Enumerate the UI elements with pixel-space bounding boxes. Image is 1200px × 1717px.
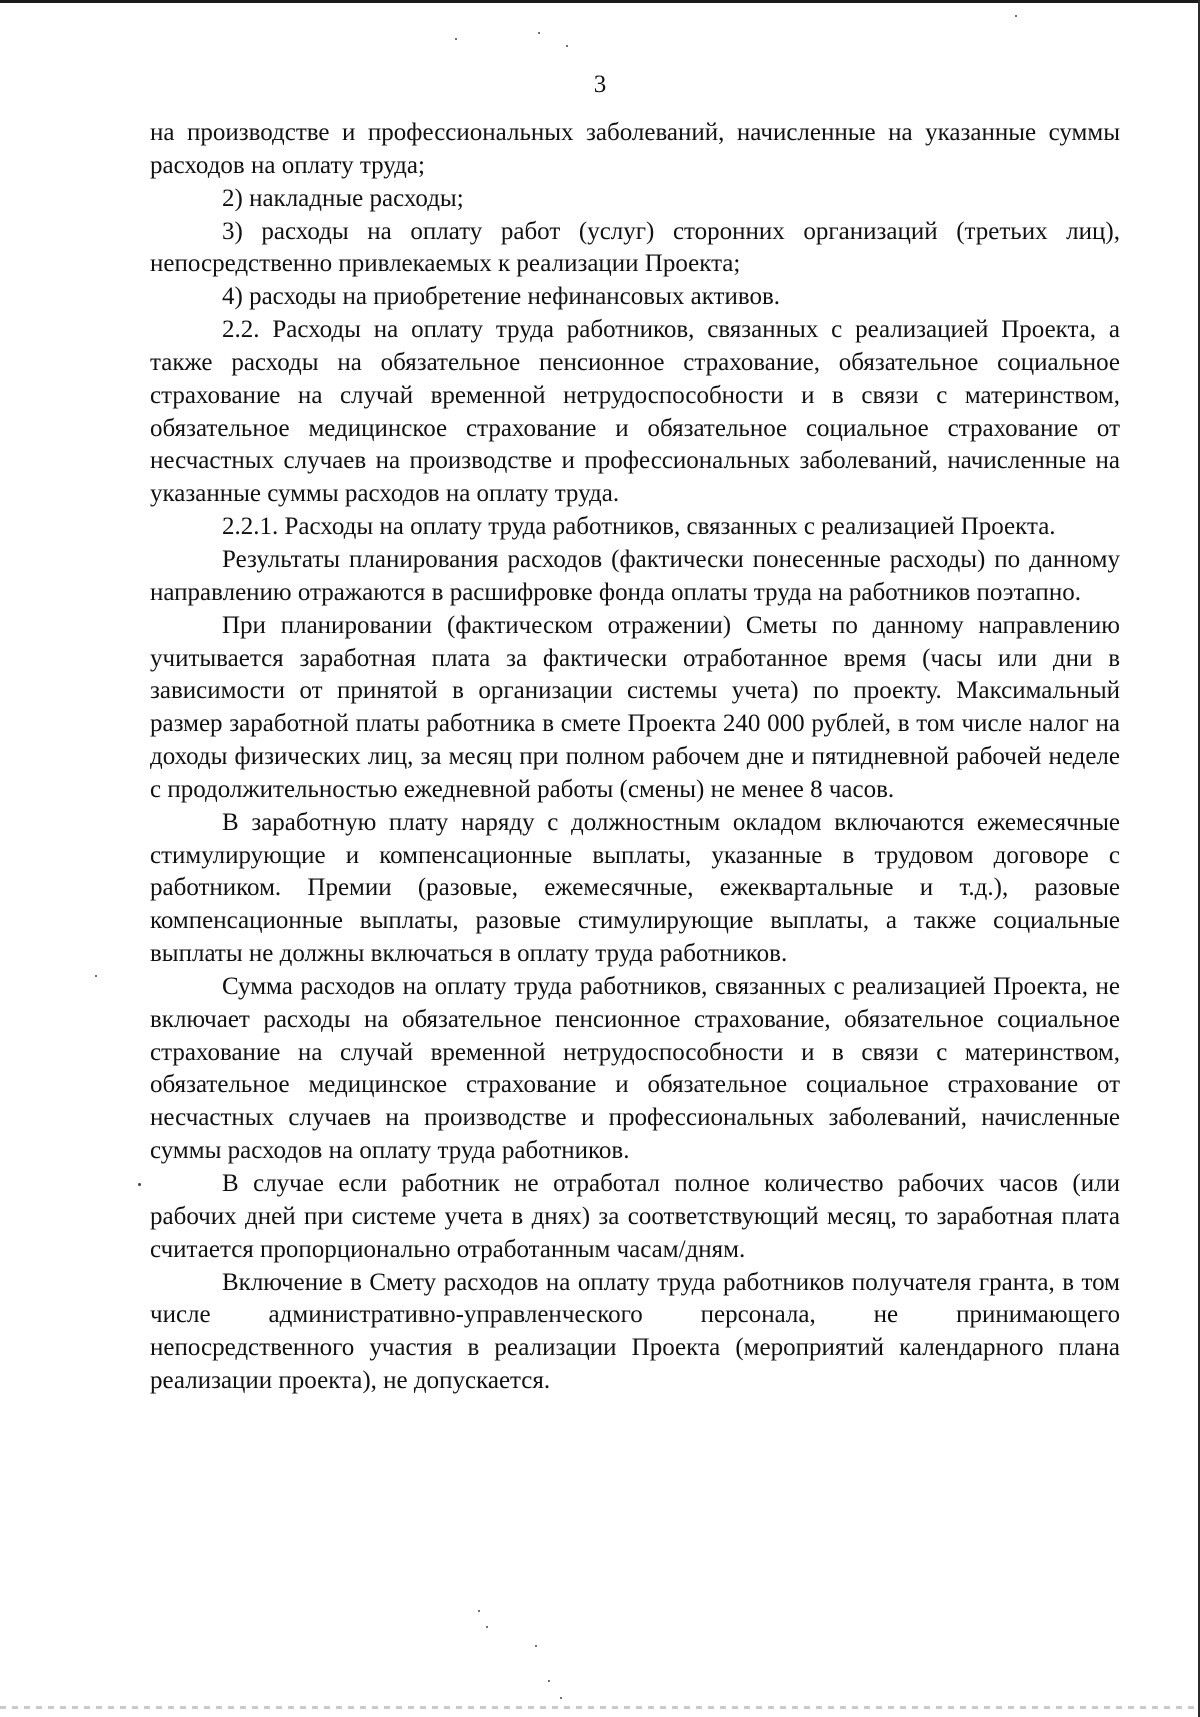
paragraph-section-2-2: 2.2. Расходы на оплату труда работников, связанных с реализацией Проекта, а также расходы на обязательное пенсионное страхование, обязательное социальное страхование на случай временной нетрудоспособности и в связи с материнством, обязательное медицинское страхование и обязательное социальное страхование от несчастных случаев на производстве и профессиональных заболеваний, начисленные на указанные суммы расходов на оплату труда. [150, 316, 1120, 508]
scan-speck [560, 1697, 562, 1699]
scan-speck [138, 1183, 141, 1186]
paragraph-salary-planning: При планировании (фактическом отражении) Сметы по данному направлению учитывается заработная плата за фактически отработанное время (часы или дни в зависимости от принятой в организации системы учета) по проекту. Максимальный размер заработной платы работника в смете Проекта 240 000 рублей, в том числе налог на доходы физических лиц, за месяц при полном рабочем дне и пятидневной рабочей неделе с продолжительностью ежедневной работы (смены) не менее 8 часов. [150, 611, 1120, 803]
scan-top-edge [0, 0, 1200, 3]
paragraph-list-item-4: 4) расходы на приобретение нефинансовых активов. [222, 283, 781, 311]
paragraph-salary-components: В заработную плату наряду с должностным окладом включаются ежемесячные стимулирующие и компенсационные выплаты, указанные в трудовом договоре с работником. Премии (разовые, ежемесячные, ежеквартальные и т.д.), разовые компенсационные выплаты, разовые стимулирующие выплаты, а также социальные выплаты не должны включаться в оплату труда работников. [150, 808, 1120, 968]
scan-speck [455, 38, 457, 40]
paragraph-list-item-3: 3) расходы на оплату работ (услуг) сторонних организаций (третьих лиц), непосредственно привлекаемых к реализации Проекта; [150, 217, 1120, 278]
scan-speck [548, 1680, 550, 1682]
scan-speck [566, 45, 568, 47]
paragraph-planning-results: Результаты планирования расходов (фактически понесенные расходы) по данному направлению отражаются в расшифровке фонда оплаты труда на работников поэтапно. [150, 545, 1120, 606]
paragraph-admin-staff: Включение в Смету расходов на оплату труда работников получателя гранта, в том числе административно-управленческого персонала, не принимающего непосредственного участия в реализации Проекта (мероприятий календарного плана реализации проекта), не допускается. [150, 1268, 1120, 1395]
document-body [150, 117, 1120, 1398]
paragraph-section-2-2-1: 2.2.1. Расходы на оплату труда работников, связанных с реализацией Проекта. [222, 513, 1056, 541]
scan-speck [478, 1610, 480, 1612]
scan-speck [95, 975, 97, 977]
paragraph-continuation: на производстве и профессиональных заболеваний, начисленные на указанные суммы расходов на оплату труда; [150, 119, 1120, 179]
scan-speck [538, 32, 540, 34]
scan-speck [535, 1645, 537, 1647]
scan-speck [1015, 15, 1017, 17]
page-number: 3 [593, 71, 607, 98]
scan-speck [486, 1626, 488, 1628]
scan-bottom-edge [0, 1706, 1200, 1709]
paragraph-insurance-exclusion: Сумма расходов на оплату труда работников, связанных с реализацией Проекта, не включает расходы на обязательное пенсионное страхование, обязательное социальное страхование на случай временной нетрудоспособности и в связи с материнством, обязательное медицинское страхование и обязательное социальное страхование от несчастных случаев на производстве и профессиональных заболеваний, начисленные суммы расходов на оплату труда работников. [150, 972, 1120, 1165]
paragraph-list-item-2: 2) накладные расходы; [222, 184, 464, 212]
paragraph-partial-month: В случае если работник не отработал полное количество рабочих часов (или рабочих дней при системе учета в днях) за соответствующий месяц, то заработная плата считается пропорционально отработанным часам/дням. [150, 1170, 1120, 1263]
